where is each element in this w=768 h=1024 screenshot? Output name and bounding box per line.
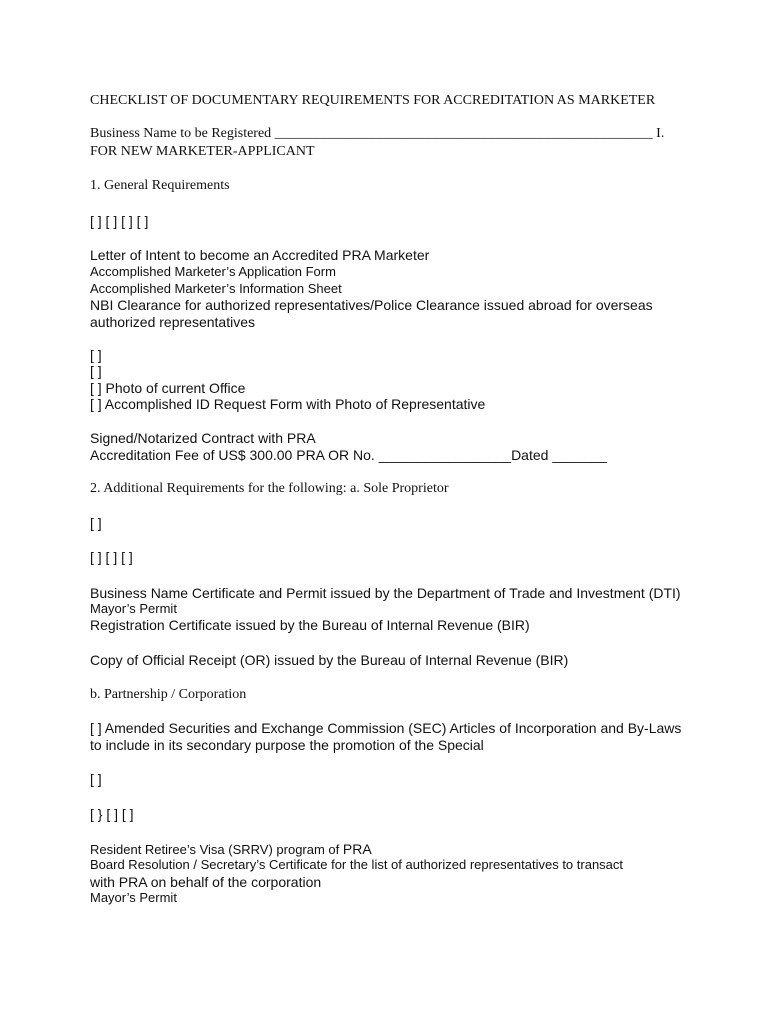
list-item: Registration Certificate issued by the Bureau of Internal Revenue (BIR) [90, 617, 530, 633]
checkbox: [ ] [90, 515, 102, 531]
list-item: Mayor’s Permit [90, 601, 177, 616]
contract-item: Signed/Notarized Contract with PRA [90, 430, 316, 446]
id-request-item: [ ] Accomplished ID Request Form with Photo of Representative [90, 396, 486, 412]
additional-requirements-heading: 2. Additional Requirements for the following: a. Sole Proprietor [90, 481, 449, 496]
accreditation-fee-item: Accreditation Fee of US$ 300.00 PRA OR No. _________________Dated _______ [90, 447, 607, 463]
list-item: authorized representatives [90, 314, 255, 330]
checkbox: [ ] [90, 347, 102, 363]
sec-item-line-1: [ ] Amended Securities and Exchange Commission (SEC) Articles of Incorporation and By-Laws [90, 720, 682, 736]
board-resolution-item: Board Resolution / Secretary’s Certificate for the list of authorized representatives to transact [90, 857, 624, 872]
srrv-item [90, 842, 372, 856]
list-item: NBI Clearance for authorized representatives/Police Clearance issued abroad for overseas [90, 297, 653, 313]
checkbox-row: [ ] [ ] [ ] [90, 549, 133, 565]
list-item: Accomplished Marketer’s Information Sheet [90, 281, 342, 296]
list-item: Accomplished Marketer’s Application Form [90, 264, 336, 279]
list-item: Business Name Certificate and Permit issued by the Department of Trade and Investment (DTI) [90, 585, 681, 601]
document-title: CHECKLIST OF DOCUMENTARY REQUIREMENTS FOR ACCREDITATION AS MARKETER [90, 93, 656, 108]
sec-item-line-2: to include in its secondary purpose the promotion of the Special [90, 737, 484, 753]
checkbox-row: [ ] [ ] [ ] [ ] [90, 213, 149, 229]
photo-office-item: [ ] Photo of current Office [90, 380, 246, 396]
mayors-permit-item: Mayor’s Permit [90, 890, 177, 905]
checkbox-row: [ } [ ] [ ] [90, 806, 134, 822]
new-applicant-heading: FOR NEW MARKETER-APPLICANT [90, 144, 315, 159]
official-receipt-item: Copy of Official Receipt (OR) issued by the Bureau of Internal Revenue (BIR) [90, 652, 569, 668]
business-name-line: Business Name to be Registered ______________________________________________________ I. [90, 126, 665, 141]
general-requirements-heading: 1. General Requirements [90, 178, 230, 193]
checkbox: [ ] [90, 363, 102, 379]
checkbox: [ ] [90, 771, 102, 787]
on-behalf-item: with PRA on behalf of the corporation [90, 874, 322, 890]
srrv-text: Resident Retiree’s Visa (SRRV) program of [90, 842, 343, 857]
partnership-heading: b. Partnership / Corporation [90, 687, 247, 702]
list-item: Letter of Intent to become an Accredited PRA Marketer [90, 247, 430, 263]
srrv-pra: PRA [342, 841, 372, 857]
